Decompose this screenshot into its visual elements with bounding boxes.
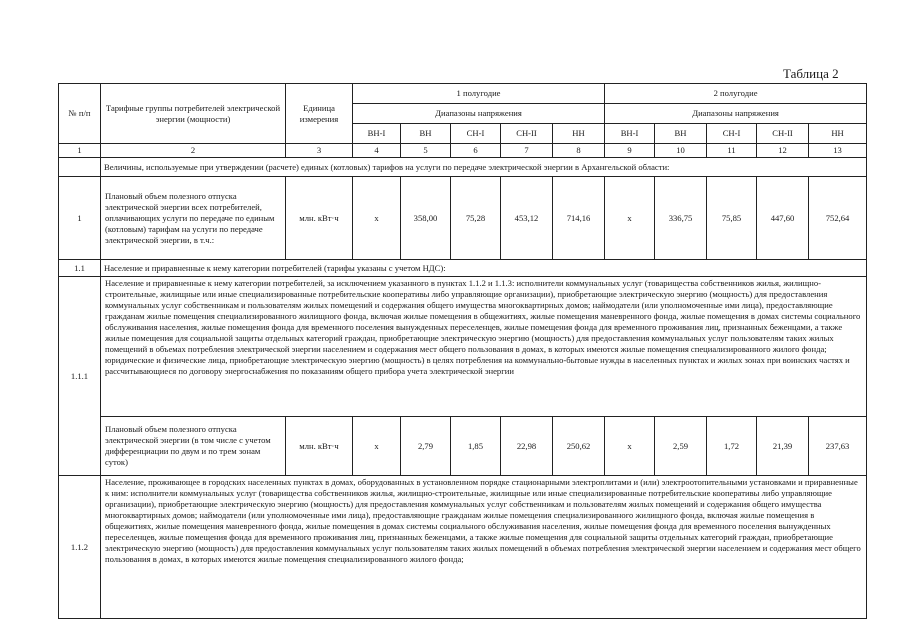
level-header: ВН-I — [353, 124, 401, 144]
value-cell: 714,16 — [553, 177, 605, 260]
row-unit: млн. кВт·ч — [286, 177, 353, 260]
header-ranges-2: Диапазоны напряжения — [605, 104, 867, 124]
category-description: Население и приравненные к нему категории потребителей, за исключением указанного в пунктах 1.1.2 и 1.1.3: исполнители коммунальных услуг (товарищества собственников жилья, жилищно-строительные, жилищные или иные специализированные потребительские кооперативы либо управляющие организации), приобретающие электрическую энергию (мощность) для предоставления коммунальных услуг собственникам и пользователям жилых помещений и содержания общего имущества многоквартирных домов; наймодатели (или уполномоченные ими лица), предоставляющие гражданам жилые помещения специализированного жилищного фонда, включая жилые помещения в общежитиях, жилые помещения маневренного фонда, жилые помещения в домах системы социального обслуживания населения, жилые помещения фонда для временного поселения вынужденных переселенцев, жилые помещения фонда для временного проживания лиц, признанных беженцами, а также жилые помещения для социальной защиты отдельных категорий граждан, приобретающие электрическую энергию (мощность) для предоставления коммунальных услуг пользователям таких жилых помещений в объемах потребления электрической энергии населением и содержания мест общего пользования в домах, в которых имеются жилые помещения специализированного жилого фонда; юридические и физические лица, приобретающие электрическую энергию (мощность) в целях потребления на коммунально-бытовые нужды в населенных пунктах и жилых зонах при воинских частях и рассчитывающиеся по договору энергоснабжения по показаниям общего прибора учета электрической энергии — [101, 277, 867, 417]
column-number: 4 — [353, 144, 401, 158]
value-cell: 2,79 — [401, 417, 451, 476]
value-cell: 1,72 — [707, 417, 757, 476]
value-cell: 336,75 — [655, 177, 707, 260]
row-number: 1.1.2 — [59, 476, 101, 619]
header-half1: 1 полугодие — [353, 84, 605, 104]
category-description: Население, проживающее в городских населенных пунктах в домах, оборудованных в установленном порядке стационарными электроплитами и (или) электроотопительными установками и приравненные к ним: исполнители коммунальных услуг (товарищества собственников жилья, жилищно-строительные, жилищные или иные специализированные потребительские кооперативы либо управляющие организации), приобретающие электрическую энергию (мощность) для предоставления коммунальных услуг собственникам и пользователям жилых помещений и содержания общего имущества многоквартирных домов; наймодатели (или уполномоченные ими лица), предоставляющие гражданам жилые помещения специализированного жилищного фонда, включая жилые помещения в общежитиях, жилые помещения маневренного фонда, жилые помещения в домах системы социального обслуживания населения, жилые помещения фонда для временного поселения вынужденных переселенцев, жилые помещения фонда для временного проживания лиц, признанных беженцами, а также жилые помещения для социальной защиты отдельных категорий граждан, приобретающие электрическую энергию (мощность) для предоставления коммунальных услуг пользователям таких жилых помещений в объемах потребления электрической энергии населением и содержания мест общего пользования в домах, в которых имеются жилые помещения специализированного жилого фонда; — [101, 476, 867, 619]
value-cell: 250,62 — [553, 417, 605, 476]
column-number: 11 — [707, 144, 757, 158]
row-label: Плановый объем полезного отпуска электрической энергии всех потребителей, оплачивающих услуги по передаче по единым (котловым) тарифам на услуги по передаче электрической энергии, в т.ч.: — [101, 177, 286, 260]
value-cell: 453,12 — [501, 177, 553, 260]
level-header: НН — [553, 124, 605, 144]
column-number: 7 — [501, 144, 553, 158]
column-number: 9 — [605, 144, 655, 158]
row-unit: млн. кВт·ч — [286, 417, 353, 476]
column-number: 6 — [451, 144, 501, 158]
row-number: 1 — [59, 177, 101, 260]
column-number: 10 — [655, 144, 707, 158]
value-cell: x — [605, 417, 655, 476]
value-cell: 752,64 — [809, 177, 867, 260]
row-number: 1.1 — [59, 260, 101, 277]
values-section-heading: Величины, используемые при утверждении (расчете) единых (котловых) тарифов на услуги по передаче электрической энергии в Архангельской области: — [101, 158, 867, 177]
header-num: № п/п — [59, 84, 101, 144]
value-cell: x — [353, 177, 401, 260]
column-number: 13 — [809, 144, 867, 158]
value-cell: x — [353, 417, 401, 476]
value-cell: 21,39 — [757, 417, 809, 476]
table-caption: Таблица 2 — [783, 66, 839, 81]
header-groups: Тарифные группы потребителей электрической энергии (мощности) — [101, 84, 286, 144]
column-number: 5 — [401, 144, 451, 158]
value-cell: 22,98 — [501, 417, 553, 476]
header-ranges-1: Диапазоны напряжения — [353, 104, 605, 124]
level-header: ВН — [401, 124, 451, 144]
value-cell: 358,00 — [401, 177, 451, 260]
column-number: 3 — [286, 144, 353, 158]
level-header: СН-II — [501, 124, 553, 144]
level-header: ВН-I — [605, 124, 655, 144]
column-number: 2 — [101, 144, 286, 158]
value-cell: 1,85 — [451, 417, 501, 476]
row-label: Плановый объем полезного отпуска электрической энергии (в том числе с учетом дифференциации по двум и по трем зонам суток) — [101, 417, 286, 476]
value-cell: 447,60 — [757, 177, 809, 260]
value-cell: 75,85 — [707, 177, 757, 260]
value-cell: x — [605, 177, 655, 260]
header-unit: Единица измерения — [286, 84, 353, 144]
column-number: 1 — [59, 144, 101, 158]
level-header: ВН — [655, 124, 707, 144]
row-number: 1.1.1 — [59, 277, 101, 476]
section-heading: Население и приравненные к нему категории потребителей (тарифы указаны с учетом НДС): — [101, 260, 867, 277]
tariff-table — [58, 83, 867, 619]
value-cell: 2,59 — [655, 417, 707, 476]
level-header: НН — [809, 124, 867, 144]
level-header: СН-I — [451, 124, 501, 144]
level-header: СН-II — [757, 124, 809, 144]
value-cell: 75,28 — [451, 177, 501, 260]
column-number: 12 — [757, 144, 809, 158]
level-header: СН-I — [707, 124, 757, 144]
column-number: 8 — [553, 144, 605, 158]
value-cell: 237,63 — [809, 417, 867, 476]
header-half2: 2 полугодие — [605, 84, 867, 104]
